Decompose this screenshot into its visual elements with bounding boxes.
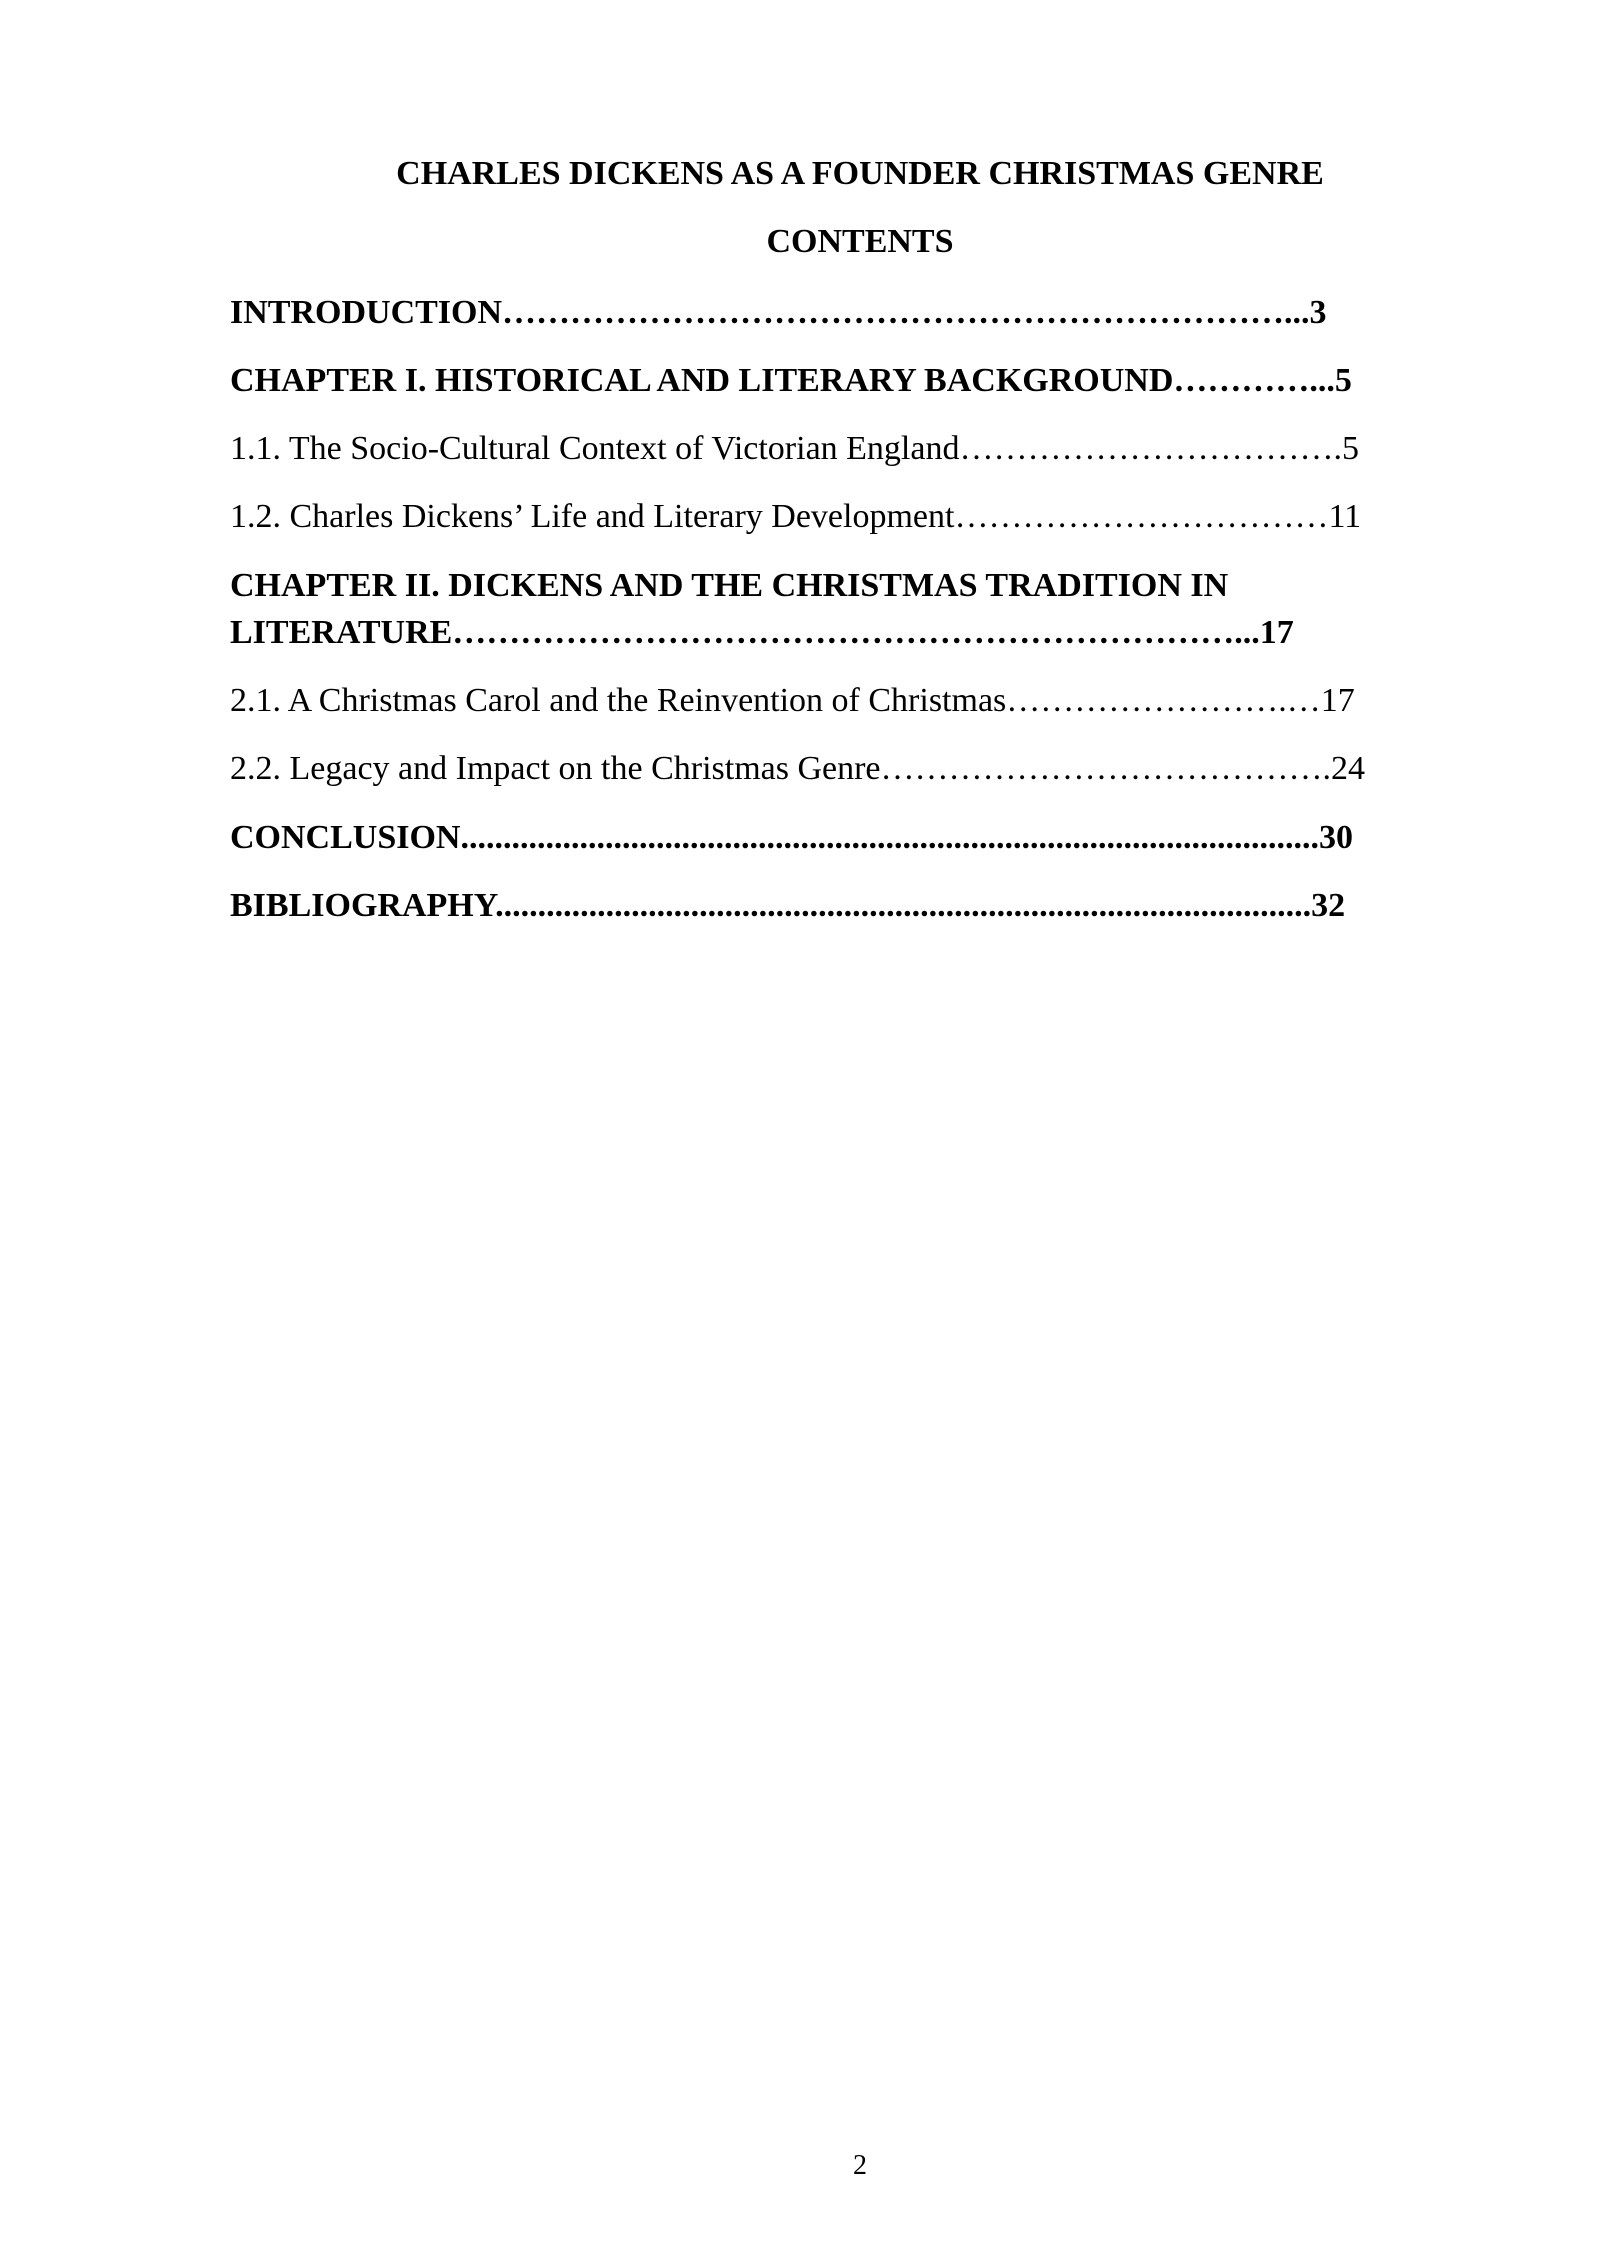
toc-entry-introduction: INTRODUCTION……………………………………………………………...3	[230, 294, 1327, 331]
toc-entry-chapter-2-line-2: LITERATURE……………………………………………………………...17	[230, 614, 1294, 651]
toc-entry-2-2: 2.2. Legacy and Impact on the Christmas Genre………………………………….24	[230, 750, 1366, 787]
toc-entry-1-2: 1.2. Charles Dickens’ Life and Literary Development……………………………11	[230, 498, 1362, 535]
toc-entry-bibliography: BIBLIOGRAPHY................................................................................................32	[230, 887, 1346, 924]
toc-entry-1-1: 1.1. The Socio-Cultural Context of Victorian England…………………………….5	[230, 430, 1359, 467]
document-title: CHARLES DICKENS AS A FOUNDER CHRISTMAS GENRE	[396, 155, 1324, 192]
page-number: 2	[853, 2150, 867, 2181]
toc-entry-chapter-1: CHAPTER I. HISTORICAL AND LITERARY BACKGROUND…………...5	[230, 362, 1352, 399]
toc-entry-chapter-2-line-1: CHAPTER II. DICKENS AND THE CHRISTMAS TRADITION IN	[230, 567, 1229, 604]
contents-heading: CONTENTS	[766, 223, 954, 260]
toc-entry-conclusion: CONCLUSION.....................................................................................................30	[230, 819, 1353, 856]
toc-entry-2-1: 2.1. A Christmas Carol and the Reinvention of Christmas…………………….…17	[230, 682, 1355, 719]
